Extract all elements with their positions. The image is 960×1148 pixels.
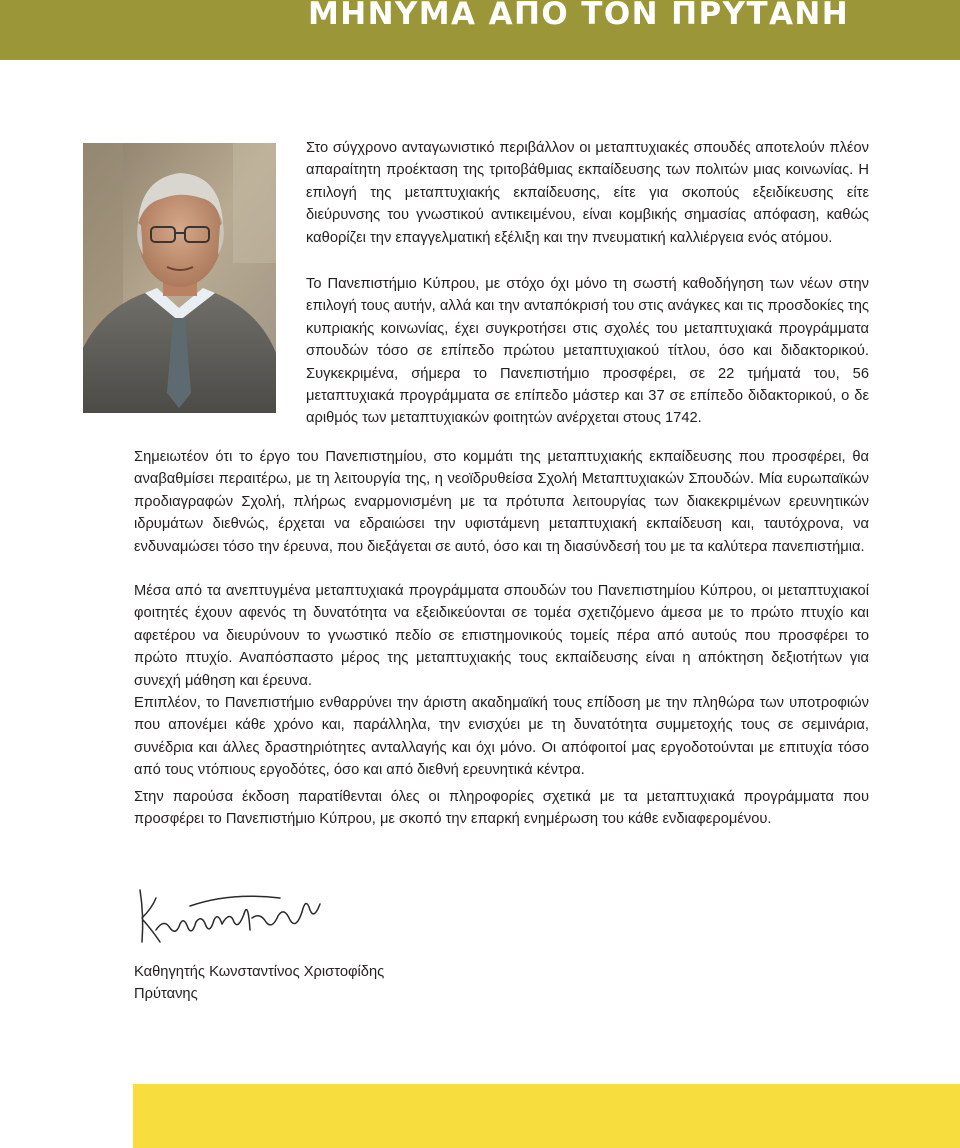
rector-name: Καθηγητής Κωνσταντίνος Χριστοφίδης: [134, 964, 385, 980]
page-title: ΜΗΝΥΜΑ ΑΠΟ ΤΟΝ ΠΡΥΤΑΝΗ: [308, 0, 850, 32]
footer-band: [133, 1084, 960, 1148]
message-paragraph-2: Το Πανεπιστήμιο Κύπρου, με στόχο όχι μόνο τη σωστή καθοδήγηση των νέων στην επιλογή τους αυτήν, αλλά και την ανταπόκρισή του στις ανάγκες και τις προσδοκίες της κυπριακής κοινωνίας, έχει συγκροτήσει στις σχολές του μεταπτυχιακά προγράμματα σπουδών τόσο σε επίπεδο πρώτου μεταπτυχιακού τίτλου, όσο και διδακτορικού. Συγκεκριμένα, σήμερα το Πανεπιστήμιο προσφέρει, σε 22 τμήματά του, 56 μεταπτυχιακά προγράμματα σε επίπεδο μάστερ και 37 σε επίπεδο διδακτορικού, ο δε αριθμός των μεταπτυχιακών φοιτητών ανέρχεται στους 1742.: [306, 276, 869, 427]
rector-role: Πρύτανης: [134, 986, 198, 1002]
handwritten-signature: [130, 870, 330, 950]
signature-icon: [130, 870, 330, 950]
message-paragraph-6: Στην παρούσα έκδοση παρατίθενται όλες οι πληροφορίες σχετικά με τα μεταπτυχιακά προγράμματα που προσφέρει το Πανεπιστήμιο Κύπρου, με σκοπό την επαρκή ενημέρωση του κάθε ενδιαφερομένου.: [134, 789, 869, 828]
message-paragraph-5: Επιπλέον, το Πανεπιστήμιο ενθαρρύνει την άριστη ακαδημαϊκή τους επίδοση με την πληθώρα των υποτροφιών που απονέμει κάθε χρόνο και, παράλληλα, την ενισχύει με τη δυνατότητα συμμετοχής τους σε σεμινάρια, συνέδρια και άλλες δραστηριότητες ανταλλαγής και όχι μόνο. Οι απόφοιτοί μας εργοδοτούνται με επιτυχία τόσο από τους ντόπιους εργοδότες, όσο και από διεθνή ερευνητικά κέντρα.: [134, 695, 869, 779]
rector-portrait-photo: [83, 143, 276, 413]
message-paragraph-4: Μέσα από τα ανεπτυγμένα μεταπτυχιακά προγράμματα σπουδών του Πανεπιστημίου Κύπρου, οι μεταπτυχιακοί φοιτητές έχουν αφενός τη δυνατότητα να εξειδικεύονται σε τομέα σχετιζόμενο άμεσα με το πρώτο πτυχίο και αφετέρου να διευρύνουν το γνωστικό πεδίο σε επιστημονικούς τομείς πέρα από αυτούς που προσφέρει το πρώτο πτυχίο. Αναπόσπαστο μέρος της μεταπτυχιακής τους εκπαίδευσης είναι η απόκτηση δεξιοτήτων για συνεχή μάθηση και έρευνα.: [134, 583, 869, 689]
message-paragraph-3: Σημειωτέον ότι το έργο του Πανεπιστημίου, στο κομμάτι της μεταπτυχιακής εκπαίδευσης που προσφέρει, θα αναβαθμίσει περαιτέρω, με τη λειτουργία της, η νεοϊδρυθείσα Σχολή Μεταπτυχιακών Σπουδών. Μία ευρωπαϊκών προδιαγραφών Σχολή, πλήρως εναρμονισμένη με τα πρότυπα λειτουργίας των διακεκριμένων ερευνητικών ιδρυμάτων διεθνώς, έρχεται να εδραιώσει την υφιστάμενη μεταπτυχιακή εκπαίδευση και, ταυτόχρονα, να ενδυναμώσει τόσο την έρευνα, που διεξάγεται σε αυτό, όσο και τη διασύνδεσή του με τα καλύτερα πανεπιστήμια.: [134, 449, 869, 555]
message-paragraph-1: Στο σύγχρονο ανταγωνιστικό περιβάλλον οι μεταπτυχιακές σπουδές αποτελούν πλέον απαραίτητη προέκταση της τριτοβάθμιας εκπαίδευσης των πολιτών μιας κοινωνίας. Η επιλογή της μεταπτυχιακής εκπαίδευσης, είτε για σκοπούς εξειδίκευσης είτε διεύρυνσης του γνωστικού αντικειμένου, είναι κομβικής σημασίας απόφαση, καθώς καθορίζει την επαγγελματική εξέλιξη και την πνευματική καλλιέργεια ενός ατόμου.: [306, 140, 869, 246]
header-band: [0, 0, 960, 60]
portrait-illustration-icon: [83, 143, 276, 413]
